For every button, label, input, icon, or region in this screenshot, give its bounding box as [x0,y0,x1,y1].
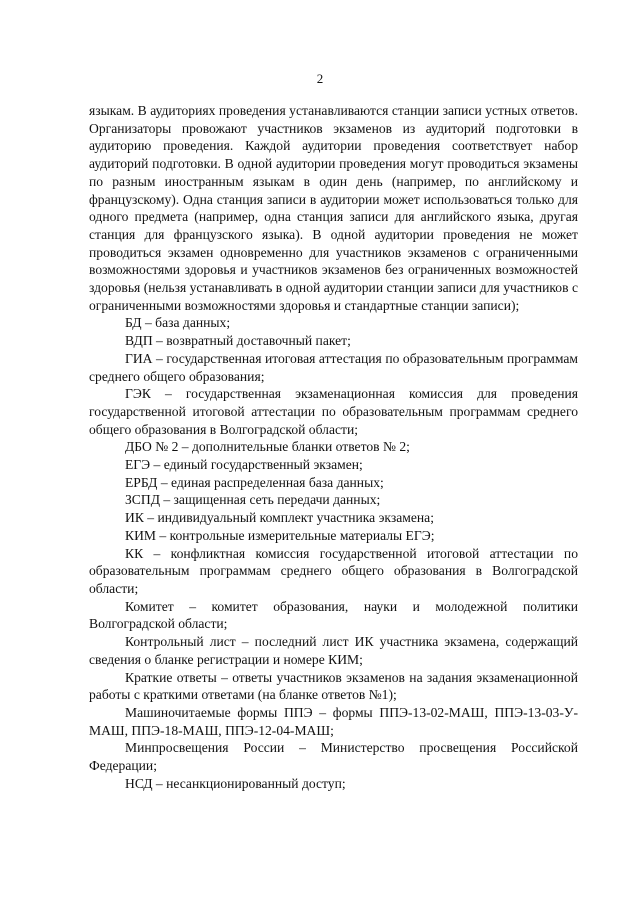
definition-minprosvescheniya: Минпросвещения России – Министерство просвещения Российской Федерации; [89,740,578,774]
page-number: 2 [316,71,324,86]
definition-ege: ЕГЭ – единый государственный экзамен; [125,457,363,473]
definition-short-answers: Краткие ответы – ответы участников экзаменов на задания экзаменационной работы с краткими ответами (на бланке ответов №1); [89,669,578,703]
definition-ik: ИК – индивидуальный комплект участника экзамена; [125,510,434,526]
definition-zspd: ЗСПД – защищенная сеть передачи данных; [125,492,381,508]
definition-kim: КИМ – контрольные измерительные материалы ЕГЭ; [125,527,435,543]
definition-machine-readable-forms: Машиночитаемые формы ППЭ – формы ППЭ-13-02-МАШ, ППЭ-13-03-У-МАШ, ППЭ-18-МАШ, ППЭ-12-04-МАШ; [89,704,578,738]
paragraph-language-exam-rules: языкам. В аудиториях проведения устанавливаются станции записи устных ответов. Организаторы провожают участников экзаменов из аудиторий подготовки в аудиторию проведения. Каждой аудитории проведения соответствует набор аудиторий подготовки. В одной аудитории проведения могут проводиться экзамены по разным иностранным языкам в один день (например, по английскому и французскому). Одна станция записи в аудитории может использоваться только для одного предмета (например, одна станция записи для английского языка, другая станция для французского языка). В одной аудитории проведения не может проводиться экзамен одновременно для участников экзаменов с ограниченными возможностями здоровья и участников экзаменов без ограниченных возможностей здоровья (нельзя устанавливать в одной аудитории станции записи для участников с ограниченными возможностями здоровья и стандартные станции записи); [89,103,578,313]
definition-control-sheet: Контрольный лист – последний лист ИК участника экзамена, содержащий сведения о бланке регистрации и номере КИМ; [89,634,578,667]
definition-vdp: ВДП – возвратный доставочный пакет; [125,333,351,349]
definition-komitet: Комитет – комитет образования, науки и молодежной политики Волгоградской области; [89,598,578,632]
definition-nsd: НСД – несанкционированный доступ; [125,775,346,791]
definition-bd: БД – база данных; [125,315,231,331]
document-body [89,102,578,792]
definition-gek: ГЭК – государственная экзаменационная комиссия для проведения государственной итоговой аттестации по образовательным программам среднего общего образования в Волгоградской области; [89,386,578,437]
definition-kk: КК – конфликтная комиссия государственной итоговой аттестации по образовательным программам среднего общего образования в Волгоградской области; [89,545,578,596]
definition-dbo: ДБО № 2 – дополнительные бланки ответов № 2; [125,439,410,455]
definition-gia: ГИА – государственная итоговая аттестация по образовательным программам среднего общего образования; [89,350,578,384]
definition-erbd: ЕРБД – единая распределенная база данных; [125,474,384,490]
